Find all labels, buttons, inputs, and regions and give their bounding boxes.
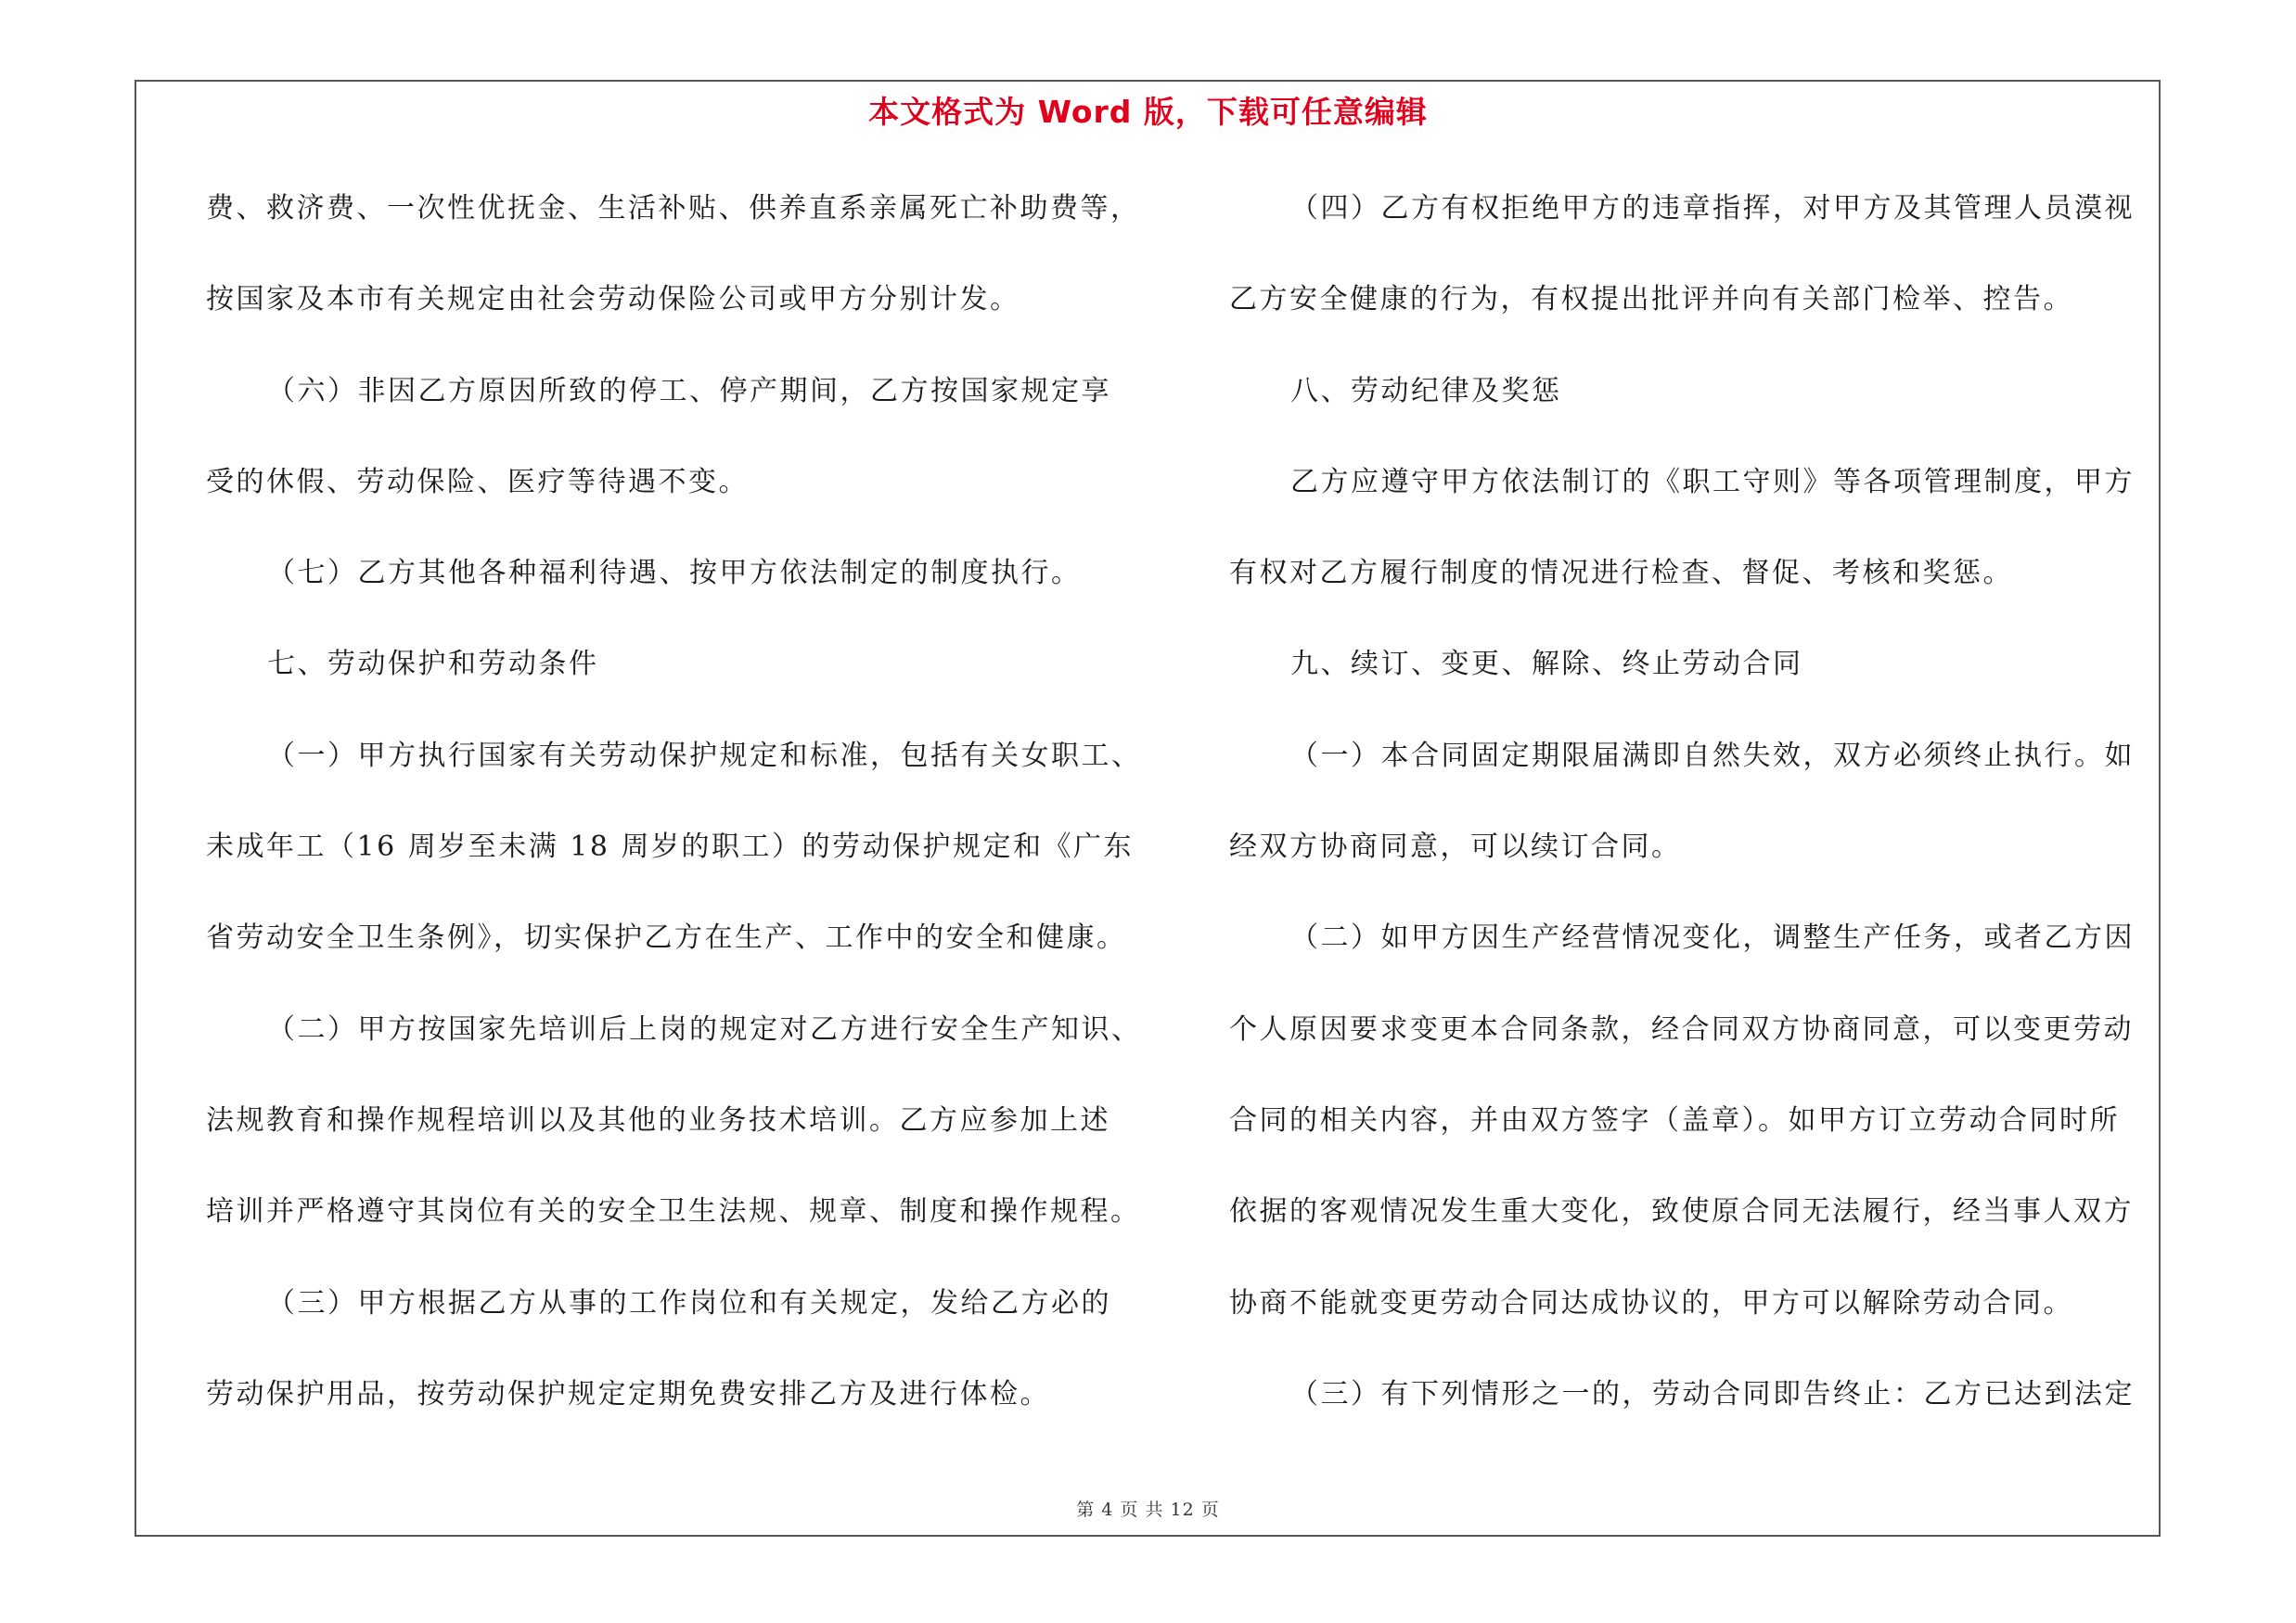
- paragraph-line: （二）如甲方因生产经营情况变化，调整生产任务，或者乙方因: [1290, 921, 2135, 955]
- paragraph-line: 有权对乙方履行制度的情况进行检查、督促、考核和奖惩。: [1229, 557, 2013, 590]
- paragraph-line: 受的休假、劳动保险、医疗等待遇不变。: [206, 465, 749, 498]
- paragraph-line: 个人原因要求变更本合同条款，经合同双方协商同意，可以变更劳动: [1229, 1012, 2134, 1046]
- paragraph-line: （四）乙方有权拒绝甲方的违章指挥，对甲方及其管理人员漠视: [1290, 192, 2135, 225]
- paragraph-line: 经双方协商同意，可以续订合同。: [1229, 831, 1682, 864]
- right-column: [1229, 172, 2194, 1449]
- paragraph-line: 乙方安全健康的行为，有权提出批评并向有关部门检举、控告。: [1229, 283, 2073, 316]
- paragraph-line: （三）甲方根据乙方从事的工作岗位和有关规定，发给乙方必的: [267, 1286, 1111, 1320]
- paragraph-line: （七）乙方其他各种福利待遇、按甲方依法制定的制度执行。: [267, 557, 1082, 590]
- paragraph-line: （三）有下列情形之一的，劳动合同即告终止：乙方已达到法定: [1290, 1377, 2135, 1410]
- paragraph-line: （一）甲方执行国家有关劳动保护规定和标准，包括有关女职工、: [267, 739, 1142, 772]
- paragraph-line: 按国家及本市有关规定由社会劳动保险公司或甲方分别计发。: [206, 283, 1020, 316]
- paragraph-line: 协商不能就变更劳动合同达成协议的，甲方可以解除劳动合同。: [1229, 1286, 2073, 1320]
- left-column: [206, 172, 1171, 1449]
- paragraph-line: （二）甲方按国家先培训后上岗的规定对乙方进行安全生产知识、: [267, 1012, 1142, 1046]
- paragraph-line: 依据的客观情况发生重大变化，致使原合同无法履行，经当事人双方: [1229, 1195, 2134, 1229]
- paragraph-line: 合同的相关内容，并由双方签字（盖章）。如甲方订立劳动合同时所: [1229, 1103, 2120, 1137]
- paragraph-line: 九、续订、变更、解除、终止劳动合同: [1290, 648, 1803, 681]
- paragraph-line: 八、劳动纪律及奖惩: [1290, 374, 1562, 407]
- paragraph-line: 劳动保护用品，按劳动保护规定定期免费安排乙方及进行体检。: [206, 1377, 1050, 1410]
- editable-notice-banner: 本文格式为 Word 版，下载可任意编辑: [868, 94, 1428, 130]
- paragraph-line: 培训并严格遵守其岗位有关的安全卫生法规、规章、制度和操作规程。: [206, 1195, 1141, 1229]
- paragraph-line: 乙方应遵守甲方依法制订的《职工守则》等各项管理制度，甲方: [1290, 465, 2135, 498]
- page-number-footer: 第 4 页 共 12 页: [1076, 1500, 1220, 1520]
- paragraph-line: （一）本合同固定期限届满即自然失效，双方必须终止执行。如: [1290, 739, 2135, 772]
- paragraph-line: （六）非因乙方原因所致的停工、停产期间，乙方按国家规定享: [267, 374, 1111, 407]
- paragraph-line: 费、救济费、一次性优抚金、生活补贴、供养直系亲属死亡补助费等，: [206, 192, 1141, 225]
- paragraph-line: 未成年工（16 周岁至未满 18 周岁的职工）的劳动保护规定和《广东: [206, 831, 1134, 864]
- paragraph-line: 法规教育和操作规程培训以及其他的业务技术培训。乙方应参加上述: [206, 1103, 1110, 1137]
- paragraph-line: 省劳动安全卫生条例》，切实保护乙方在生产、工作中的安全和健康。: [206, 921, 1127, 955]
- paragraph-line: 七、劳动保护和劳动条件: [267, 648, 599, 681]
